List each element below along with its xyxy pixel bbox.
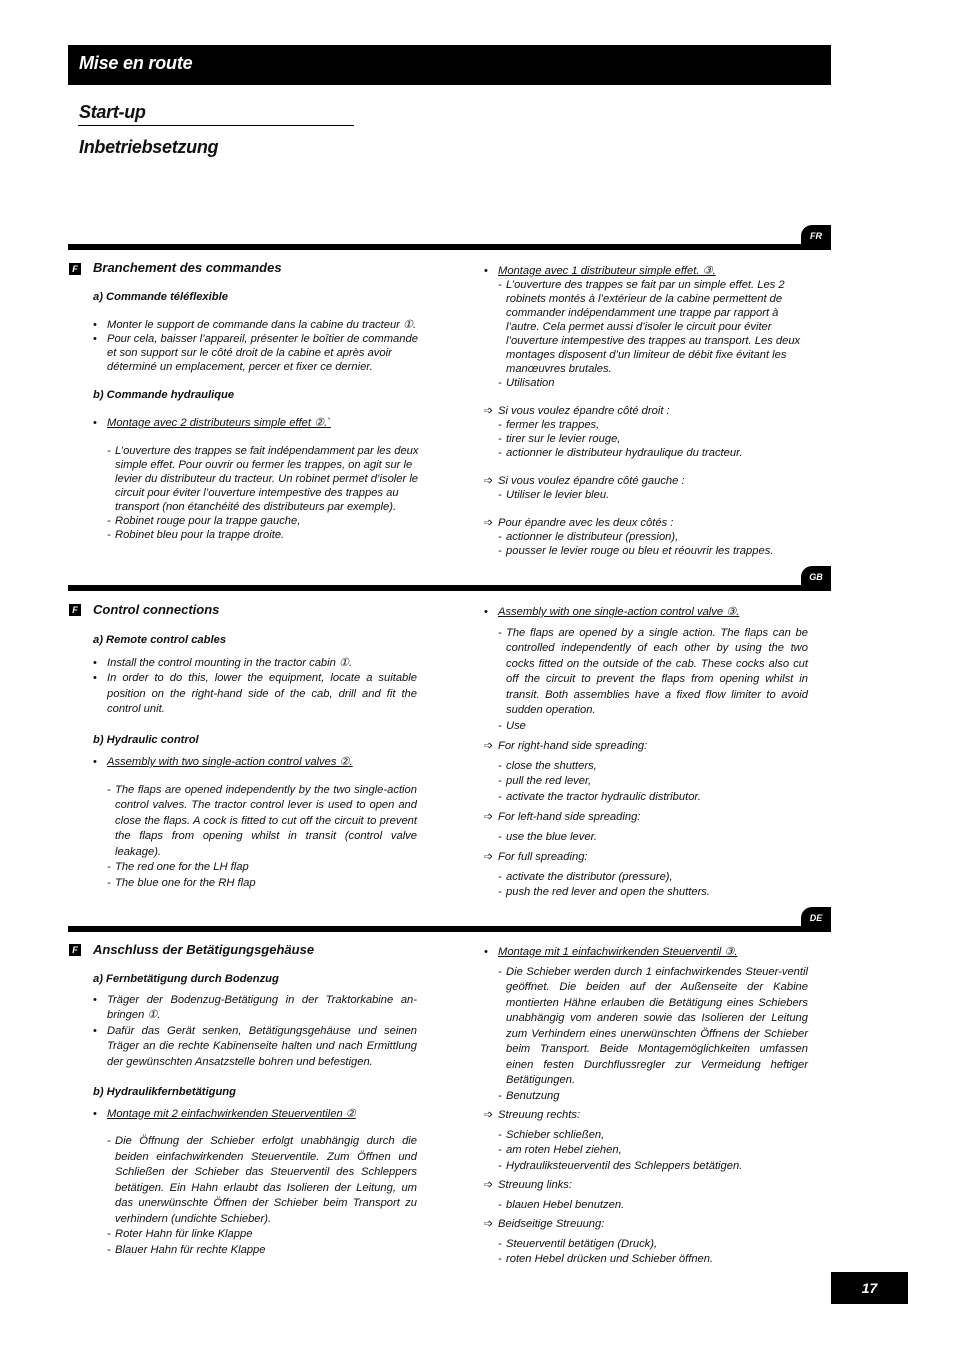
dash-item: - am roten Hebel ziehen, — [498, 1144, 622, 1156]
section-heading-gb: Control connections — [93, 602, 220, 617]
arrow-item: ➩ Beidseitige Streuung: — [484, 1218, 605, 1230]
lang-tab-de: DE — [801, 907, 831, 929]
dash-item: - L’ouverture des trappes se fait indépendamment par les deux simple effet. Pour ouvrir ou fermer les trappes, on agit sur le levier du distributeur du tracteur. Un robinet permet d’isoler le circuit pour éviter l’ouverture intempestive des trappes au transport (non étanchéité des distributeurs par exemple). — [107, 445, 419, 513]
arrow-item: ➩ For full spreading: — [484, 851, 588, 863]
dash-item: - The red one for the LH flap — [107, 861, 249, 873]
dash-item: - L’ouverture des trappes se fait par un simple effet. Les 2 robinets montés à l’extérieur de la cabine permettent de commander indépendamment une trappe par rapport à l’autre. Cela permet aussi d’isoler le circuit pour éviter l’ouverture intempestive des trappes au transport. Les deux montages disposent d’un limiteur de débit fixe évitant les manœuvres brutales. — [498, 279, 801, 375]
subheading-b: b) Hydraulikfernbetätigung — [93, 1086, 236, 1098]
bullet-item: • Montage mit 2 einfachwirkenden Steuerventilen ② — [93, 1107, 356, 1120]
bullet-item: • Install the control mounting in the tractor cabin ①. — [93, 656, 353, 669]
section-marker: F — [69, 604, 81, 616]
section-rule-de — [68, 926, 831, 932]
dash-item: - The blue one for the RH flap — [107, 876, 256, 889]
dash-item: - push the red lever and open the shutters. — [498, 886, 710, 898]
arrow-item: ➩ Streuung links: — [484, 1179, 573, 1191]
dash-item: - Use — [498, 719, 526, 732]
arrow-item: ➩ For right-hand side spreading: — [484, 740, 648, 752]
arrow-item: ➩ Si vous voulez épandre côté droit : — [484, 405, 670, 417]
dash-item: - activate the tractor hydraulic distributor. — [498, 790, 701, 803]
lang-tab-fr: FR — [801, 225, 831, 247]
bullet-item: • Assembly with one single-action control valve ③. — [484, 606, 740, 618]
bullet-item: • In order to do this, lower the equipment, locate a suitable position on the right-hand side of the cab, drill and fit the control unit. — [93, 672, 417, 715]
section-heading-de: Anschluss der Betätigungsgehäuse — [93, 942, 315, 957]
dash-item: - Robinet rouge pour la trappe gauche, — [107, 515, 301, 527]
arrow-item: ➩ For left-hand side spreading: — [484, 811, 641, 823]
dash-item: - roten Hebel drücken und Schieber öffnen. — [498, 1253, 714, 1265]
title-divider — [78, 125, 354, 126]
section-heading-fr: Branchement des commandes — [93, 260, 282, 275]
section-rule-gb — [68, 585, 831, 591]
bullet-item: • Monter le support de commande dans la cabine du tracteur ①. — [93, 319, 417, 331]
dash-item: - fermer les trappes, — [498, 419, 600, 431]
lang-tab-gb: GB — [801, 566, 831, 588]
dash-item: - Schieber schließen, — [498, 1128, 605, 1141]
de-right-column — [484, 945, 808, 1268]
dash-item: - Benutzung — [498, 1089, 560, 1102]
section-rule-fr — [68, 244, 831, 250]
subheading-a: a) Remote control cables — [93, 634, 227, 646]
section-marker: F — [69, 263, 81, 275]
arrow-item: ➩ Streuung rechts: — [484, 1109, 581, 1121]
bullet-item: • Montage avec 1 distributeur simple effet. ③. — [484, 265, 716, 277]
arrow-item: ➩ Si vous voulez épandre côté gauche : — [484, 475, 685, 487]
subheading-b: b) Hydraulic control — [93, 733, 199, 746]
arrow-item: ➩ Pour épandre avec les deux côtés : — [484, 517, 674, 529]
dash-item: - activate the distributor (pressure), — [498, 870, 673, 883]
bullet-item: • Träger der Bodenzug-Betätigung in der Traktorkabine an-bringen ①. — [93, 993, 417, 1021]
dash-item: - Die Schieber werden durch 1 einfachwirkendes Steuer-ventil geöffnet. Die beiden auf der Außenseite der Kabine montierten Hähne erlauben die Betätigung eines Schiebers unabhängig vom anderen sowie das Isolieren der Leitung zum Verhindern eines unerwünschten Öffnens der Schieber beim Transport. Beide Montagemöglichkeiten umfassen einen festen Durchflussregler zur Vermeidung heftiger Betätigungen. — [498, 965, 808, 1086]
subheading-b: b) Commande hydraulique — [93, 389, 235, 401]
dash-item: - Die Öffnung der Schieber erfolgt unabhängig durch die beiden einfachwirkenden Steuerventile. Zum Öffnen und Schließen der Schieber das Steuerventil des Schleppers betätigen. Ein Hahn erlaubt das Isolieren der Leitung, um das unerwünschte Öffnen der Schieber beim Transport zu verhindern (undichte Schieber). — [107, 1135, 417, 1225]
bullet-item: • Pour cela, baisser l’appareil, présenter le boîtier de commande et son support sur le côté droit de la cabine et après avoir déterminé un emplacement, percer et fixer ce dernier. — [93, 333, 418, 373]
dash-item: - The flaps are opened by a single action. The flaps can be controlled independently of each other by using the two cocks fitted on the outside of the cab. These cocks also cut off the circuit to prevent the flaps from opening whilst in transit. Both assemblies have a fixed flow limiter to avoid sudden operation. — [498, 626, 808, 716]
dash-item: - Utiliser le levier bleu. — [498, 489, 610, 501]
fr-left-column — [93, 290, 420, 542]
de-left-column — [93, 972, 417, 1258]
dash-item: - pull the red lever, — [498, 775, 592, 787]
title-en: Start-up — [79, 102, 146, 122]
banner-title: Mise en route — [79, 53, 193, 73]
section-marker: F — [69, 944, 81, 956]
dash-item: - The flaps are opened independently by the two single-action control valves. The tractor control lever is used to open and close the flaps. A cock is fitted to cut off the circuit to prevent the flaps from opening whilst in transit (control valve leakage). — [107, 783, 417, 858]
bullet-item: • Montage avec 2 distributeurs simple effet ②.` — [93, 417, 331, 429]
dash-item: - Blauer Hahn für rechte Klappe — [107, 1243, 266, 1256]
dash-item: - Steuerventil betätigen (Druck), — [498, 1237, 658, 1250]
dash-item: - Utilisation — [498, 377, 555, 389]
fr-right-column — [484, 264, 812, 558]
bullet-item: • Dafür das Gerät senken, Betätigungsgehäuse und seinen Träger an die rechte Kabinenseite halten und nach Ermittlung der gewünschten Ansatzstelle bohren und befestigen. — [93, 1024, 417, 1068]
subheading-a: a) Fernbetätigung durch Bodenzug — [93, 973, 279, 985]
bullet-item: • Montage mit 1 einfachwirkenden Steuerventil ③. — [484, 946, 738, 958]
dash-item: - actionner le distributeur hydraulique du tracteur. — [498, 447, 743, 459]
bullet-item: • Assembly with two single-action control valves ②. — [93, 756, 353, 768]
dash-item: - tirer sur le levier rouge, — [498, 433, 621, 445]
dash-item: - blauen Hebel benutzen. — [498, 1198, 625, 1211]
gb-left-column — [93, 633, 417, 891]
section-banner — [68, 45, 831, 85]
dash-item: - Robinet bleu pour la trappe droite. — [107, 529, 285, 541]
dash-item: - use the blue lever. — [498, 830, 598, 843]
dash-item: - actionner le distributeur (pression), — [498, 531, 679, 543]
dash-item: - pousser le levier rouge ou bleu et réouvrir les trappes. — [498, 545, 774, 557]
page-number: 17 — [831, 1272, 908, 1304]
subheading-a: a) Commande téléflexible — [93, 291, 228, 303]
title-de: Inbetriebsetzung — [79, 137, 219, 157]
dash-item: - Hydrauliksteuerventil des Schleppers betätigen. — [498, 1159, 743, 1172]
dash-item: - close the shutters, — [498, 759, 597, 772]
dash-item: - Roter Hahn für linke Klappe — [107, 1228, 253, 1240]
gb-right-column — [484, 605, 808, 901]
